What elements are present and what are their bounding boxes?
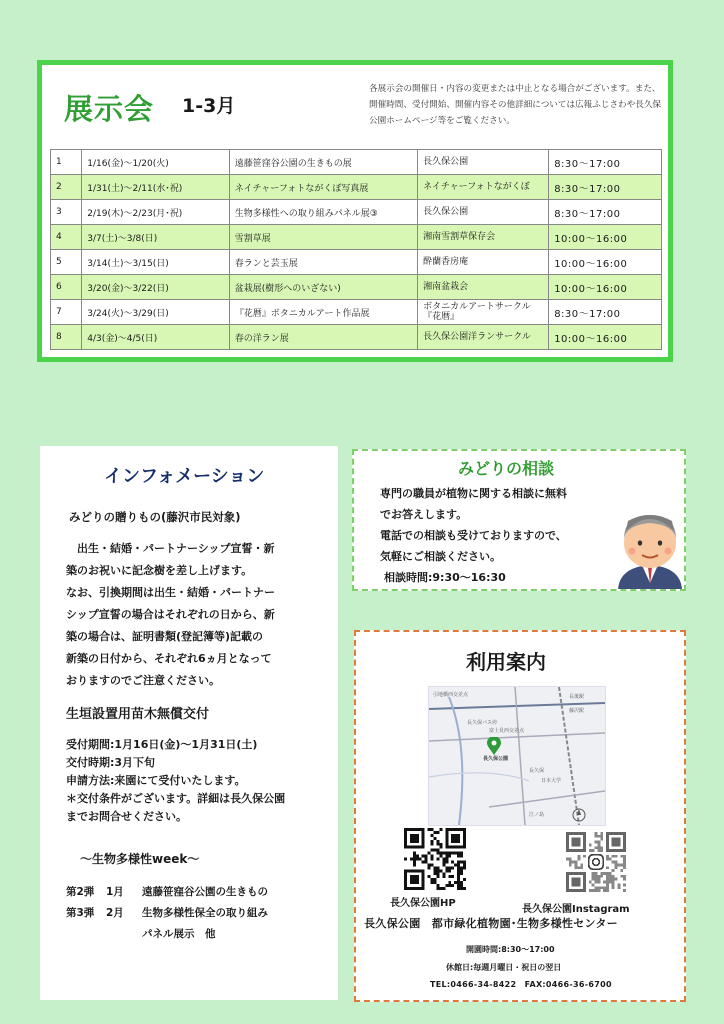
- exhibition-cell-venue: ボタニカルアートサークル『花暦』: [418, 300, 549, 325]
- exhibition-cell-venue: 長久保公園: [418, 150, 549, 175]
- exhibition-cell-name: 生物多様性への取り組みパネル展③: [229, 200, 417, 225]
- guide-title: 利用案内: [466, 650, 546, 674]
- hedge-line: までお問合せください。: [66, 810, 187, 823]
- consultation-body: [380, 483, 620, 567]
- consultation-hours: 相談時間:9:30～16:30: [384, 571, 506, 584]
- exhibition-row: [51, 325, 662, 350]
- exhibition-cell-venue: 酔蘭香房庵: [418, 250, 549, 275]
- exhibition-cell-venue: 長久保公園: [418, 200, 549, 225]
- hedge-heading: 生垣設置用苗木無償交付: [66, 707, 210, 722]
- exhibition-cell-name: 盆栽展(樹形へのいざない): [229, 275, 417, 300]
- exhibition-cell-time: 10:00～16:00: [549, 225, 662, 250]
- exhibition-title: 展示会: [64, 92, 155, 126]
- exhibition-row: [51, 150, 662, 175]
- exhibition-cell-date: 3/14(土)～3/15(日): [82, 250, 229, 275]
- exhibition-row: [51, 225, 662, 250]
- hedge-line: 申請方法:来園にて受付いたします。: [66, 774, 246, 787]
- consultation-line: 電話での相談も受けておりますので、: [380, 529, 567, 542]
- week-item: [66, 903, 268, 924]
- homepage-label: 長久保公園HP: [390, 898, 456, 909]
- exhibition-row: [51, 300, 662, 325]
- exhibition-cell-no: 2: [51, 175, 82, 200]
- gift-line: 出生・結婚・パートナーシップ宣誓・新: [66, 542, 275, 555]
- instagram-qr-code[interactable]: [566, 832, 626, 892]
- exhibition-cell-no: 1: [51, 150, 82, 175]
- exhibition-cell-no: 7: [51, 300, 82, 325]
- exhibition-row: [51, 175, 662, 200]
- exhibition-cell-venue: ネイチャーフォトながくぼ: [418, 175, 549, 200]
- exhibition-cell-date: 4/3(金)～4/5(日): [82, 325, 229, 350]
- exhibition-cell-name: 春ランと芸玉展: [229, 250, 417, 275]
- map-pin-icon: [487, 737, 501, 755]
- map-label: 長久保: [529, 768, 545, 774]
- access-map: [428, 686, 606, 826]
- exhibition-cell-name: 雪割草展: [229, 225, 417, 250]
- exhibition-cell-name: 春の洋ラン展: [229, 325, 417, 350]
- exhibition-row: [51, 200, 662, 225]
- exhibition-cell-time: 10:00～16:00: [549, 325, 662, 350]
- exhibition-cell-time: 10:00～16:00: [549, 250, 662, 275]
- exhibition-cell-venue: 湘南雪割草保存会: [418, 225, 549, 250]
- consultation-line: でお答えします。: [380, 508, 468, 521]
- guide-box: [354, 630, 686, 1002]
- consultation-line: 専門の職員が植物に関する相談に無料: [380, 487, 567, 500]
- gift-line: シップ宣誓の場合はそれぞれの日から、新: [66, 608, 275, 621]
- week-item-number: 第2弾: [66, 886, 95, 898]
- exhibition-cell-date: 2/19(木)～2/23(月･祝): [82, 200, 229, 225]
- consultation-box: [352, 449, 686, 591]
- exhibition-cell-name: 『花暦』ボタニカルアート作品展: [229, 300, 417, 325]
- gift-line: おりますのでご注意ください。: [66, 674, 220, 687]
- week-item-text: パネル展示 他: [142, 928, 216, 940]
- map-label: 日本大学: [541, 778, 562, 784]
- contact-tel-fax: TEL:0466-34-8422 FAX:0466-36-6700: [430, 980, 612, 989]
- exhibition-cell-no: 5: [51, 250, 82, 275]
- map-label: 富士見西交差点: [489, 728, 525, 734]
- exhibition-cell-date: 1/16(金)～1/20(火): [82, 150, 229, 175]
- consultation-title: みどりの相談: [458, 459, 555, 478]
- week-item-number: 第3弾: [66, 907, 95, 919]
- exhibition-cell-time: 8:30～17:00: [549, 200, 662, 225]
- map-label: 藤沢駅: [569, 708, 585, 714]
- exhibition-row: [51, 250, 662, 275]
- exhibition-period: 1-3月: [182, 95, 236, 117]
- biodiversity-week-list: [66, 882, 268, 945]
- map-label: 長久保バス停: [467, 720, 498, 726]
- gift-line: 築のお祝いに記念樹を差し上げます。: [66, 564, 253, 577]
- exhibition-cell-venue: 湘南盆栽会: [418, 275, 549, 300]
- exhibition-row: [51, 275, 662, 300]
- exhibition-cell-no: 8: [51, 325, 82, 350]
- exhibition-table: [50, 149, 662, 350]
- exhibition-cell-date: 3/7(土)～3/8(日): [82, 225, 229, 250]
- exhibition-cell-time: 10:00～16:00: [549, 275, 662, 300]
- map-label: 引地橋西交差点: [433, 692, 469, 698]
- park-facility-name: 長久保公園 都市緑化植物園･生物多様性センター: [364, 917, 618, 930]
- exhibition-cell-no: 6: [51, 275, 82, 300]
- gift-line: 築の場合は、証明書類(登記簿等)記載の: [66, 630, 264, 643]
- exhibition-cell-time: 8:30～17:00: [549, 175, 662, 200]
- hedge-line: ＊交付条件がございます。詳細は長久保公園: [66, 792, 286, 805]
- exhibition-cell-name: 遠藤笹窪谷公園の生きもの展: [229, 150, 417, 175]
- closed-days: 休館日:毎週月曜日・祝日の翌日: [446, 963, 562, 972]
- week-item-month: 1月: [106, 886, 124, 898]
- exhibition-cell-date: 3/20(金)～3/22(日): [82, 275, 229, 300]
- week-item-text: 生物多様性保全の取り組み: [142, 907, 268, 919]
- exhibition-cell-venue: 長久保公園洋ランサークル: [418, 325, 549, 350]
- exhibition-cell-no: 4: [51, 225, 82, 250]
- exhibition-cell-no: 3: [51, 200, 82, 225]
- hedge-body: [66, 736, 285, 826]
- gift-body: [66, 538, 328, 692]
- exhibition-cell-date: 1/31(土)～2/11(水･祝): [82, 175, 229, 200]
- consultation-line: 気軽にご相談ください。: [380, 550, 501, 563]
- biodiversity-week-heading: ～生物多様性week～: [80, 852, 200, 866]
- information-title: インフォメーション: [104, 466, 265, 487]
- exhibition-cell-date: 3/24(火)～3/29(日): [82, 300, 229, 325]
- map-park-label: 長久保公園: [483, 756, 509, 762]
- staff-illustration: [614, 503, 686, 589]
- instagram-label: 長久保公園Instagram: [522, 904, 630, 915]
- map-label: 長後駅: [569, 694, 585, 700]
- hedge-line: 交付時期:3月下旬: [66, 756, 156, 769]
- gift-line: なお、引換期間は出生・結婚・パートナー: [66, 586, 275, 599]
- gift-heading: みどりの贈りもの(藤沢市民対象): [69, 510, 241, 524]
- exhibition-cell-time: 8:30～17:00: [549, 300, 662, 325]
- map-label: 江ノ島: [529, 812, 545, 818]
- homepage-qr-code[interactable]: [404, 828, 466, 890]
- week-item-month: 2月: [106, 907, 124, 919]
- week-item-text: 遠藤笹窪谷公園の生きもの: [142, 886, 268, 898]
- week-item: [66, 924, 268, 945]
- opening-hours: 開園時間:8:30～17:00: [466, 945, 555, 954]
- exhibition-panel: [37, 60, 673, 362]
- exhibition-cell-name: ネイチャーフォトながくぼ写真展: [229, 175, 417, 200]
- week-item: [66, 882, 268, 903]
- gift-line: 新築の日付から、それぞれ6ヵ月となって: [66, 652, 272, 665]
- exhibition-cell-time: 8:30～17:00: [549, 150, 662, 175]
- hedge-line: 受付期間:1月16日(金)～1月31日(土): [66, 738, 258, 751]
- exhibition-notice: 各展示会の開催日・内容の変更または中止となる場合がございます。また、開催時間、受付開始、開催内容その他詳細については広報ふじさわや長久保公園ホームページ等をご覧ください。: [369, 84, 662, 126]
- information-panel: [40, 446, 338, 1000]
